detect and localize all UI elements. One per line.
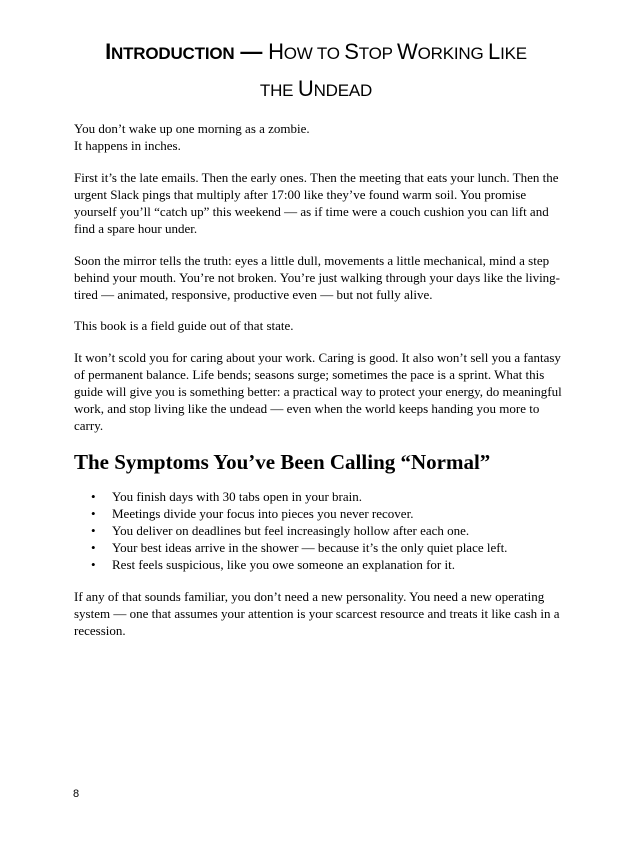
paragraph-1 [74, 120, 564, 154]
title-initial: I [105, 39, 112, 64]
symptoms-list [74, 488, 564, 573]
paragraph-3 [74, 252, 564, 303]
paragraph-4 [74, 317, 564, 334]
title-initial: U [297, 76, 314, 101]
bullet-icon: • [91, 489, 96, 504]
paragraph-2-text: First it’s the late emails. Then the early ones. Then the meeting that eats your lunch. Then the urgent Slack pings that multiply after 17:00 like they’ve found warm soil. You promise yourself you’ll “catch up” this weekend — as if time were a couch cushion you can lift and find a spare hour under. [74, 170, 559, 236]
bullet-icon: • [91, 557, 96, 572]
list-item-text: Your best ideas arrive in the shower — because it’s the only quiet place left. [112, 540, 508, 555]
list-item [74, 488, 564, 505]
list-item [74, 556, 564, 573]
title-word: NTRODUCTION [111, 44, 235, 63]
bullet-icon: • [91, 540, 96, 555]
paragraph-2 [74, 169, 564, 237]
title-initial: S [344, 39, 359, 64]
paragraph-5 [74, 349, 564, 434]
paragraph-1-line-1: You don’t wake up one morning as a zombie. [74, 121, 310, 136]
title-word: THE [259, 81, 298, 100]
paragraph-4-text: This book is a field guide out of that state. [74, 318, 294, 333]
chapter-title-line-2 [60, 71, 572, 108]
title-word: OW TO [283, 44, 345, 63]
title-word: TOP [358, 44, 398, 63]
list-item [74, 539, 564, 556]
chapter-title-line-1 [60, 34, 572, 71]
bullet-icon: • [91, 523, 96, 538]
closing-paragraph-text: If any of that sounds familiar, you don’t need a new personality. You need a new operating system — one that assumes your attention is your scarcest resource and treats it like cash in a recession. [74, 589, 560, 638]
title-initial: H [268, 39, 284, 64]
closing-paragraph [74, 588, 564, 639]
list-item-text: Meetings divide your focus into pieces you never recover. [112, 506, 414, 521]
title-word: ORKING [417, 44, 489, 63]
title-dash: — [234, 39, 269, 64]
list-item [74, 522, 564, 539]
list-item-text: You finish days with 30 tabs open in your brain. [112, 489, 363, 504]
title-initial: W [397, 39, 418, 64]
list-item [74, 505, 564, 522]
title-initial: L [488, 39, 501, 64]
paragraph-5-text: It won’t scold you for caring about your work. Caring is good. It also won’t sell you a fantasy of permanent balance. Life bends; seasons surge; sometimes the pace is a sprint. What this guide will give you is something better: a practical way to protect your energy, do meaningful work, and stop living like the undead — even when the world keeps handing you more to carry. [74, 350, 562, 433]
title-word: IKE [500, 44, 527, 63]
chapter-title [60, 34, 572, 108]
list-item-text: You deliver on deadlines but feel increasingly hollow after each one. [112, 523, 470, 538]
paragraph-3-text: Soon the mirror tells the truth: eyes a little dull, movements a little mechanical, mind a step behind your mouth. You’re not broken. You’re just walking through your days like the living-tired — animated, responsive, productive even — but not fully alive. [74, 253, 561, 302]
bullet-icon: • [91, 506, 96, 521]
page-number: 8 [73, 788, 80, 800]
paragraph-1-line-2: It happens in inches. [74, 138, 181, 153]
list-item-text: Rest feels suspicious, like you owe someone an explanation for it. [112, 557, 455, 572]
title-word: NDEAD [313, 81, 373, 100]
section-heading: The Symptoms You’ve Been Calling “Normal” [74, 450, 491, 474]
